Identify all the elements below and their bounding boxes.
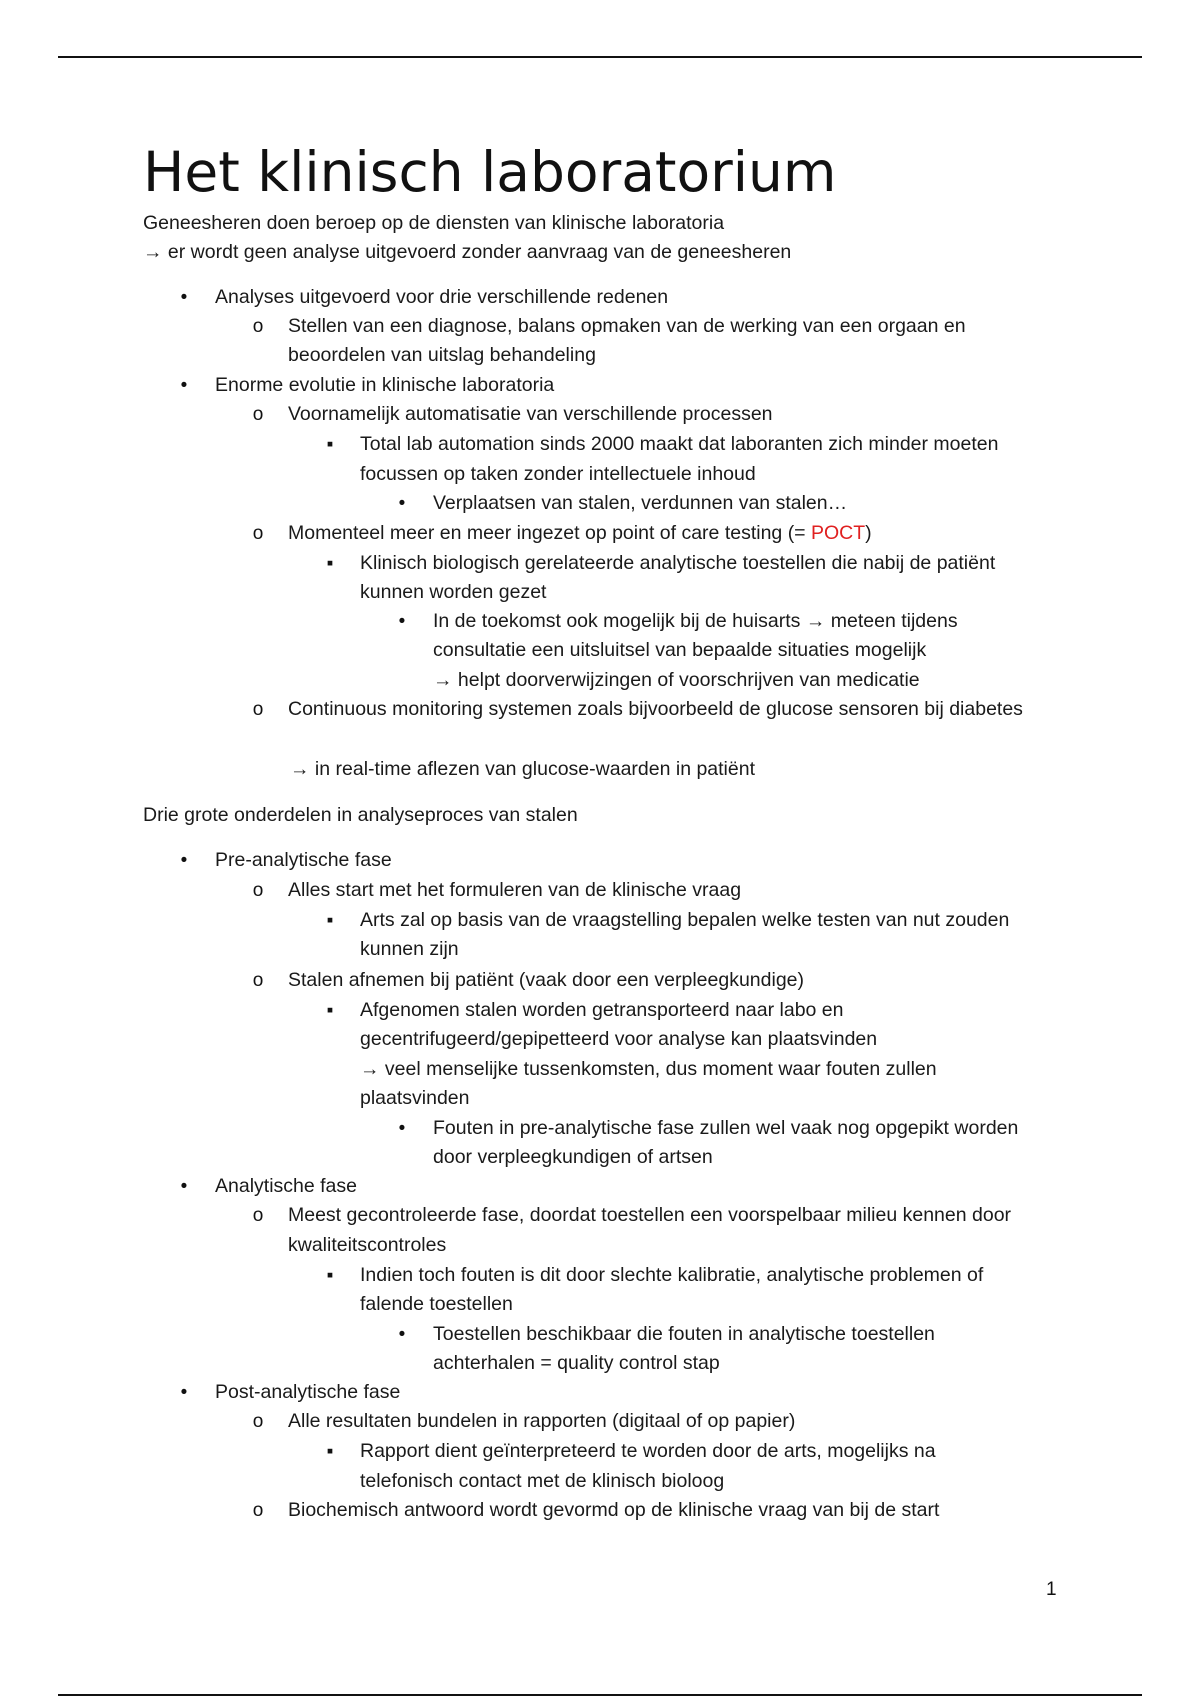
list-item: Arts zal op basis van de vraagstelling bepalen welke testen van nut zouden — [360, 909, 1010, 931]
list-item: Stellen van een diagnose, balans opmaken van de werking van een orgaan en — [288, 315, 966, 337]
list-item: Indien toch fouten is dit door slechte kalibratie, analytische problemen of — [360, 1264, 984, 1286]
list-item: Analyses uitgevoerd voor drie verschillende redenen — [215, 286, 669, 308]
list-item: Pre-analytische fase — [215, 849, 392, 871]
list-item: Post-analytische fase — [215, 1381, 401, 1403]
list-item: Alles start met het formuleren van de klinische vraag — [288, 879, 742, 901]
list-item-continued: → in real-time aflezen van glucose-waarden in patiënt — [290, 758, 756, 780]
sub-bullet-marker: o — [252, 523, 264, 544]
header-rule — [58, 56, 1142, 58]
list-item: Enorme evolutie in klinische laboratoria — [215, 374, 555, 396]
section-heading: Drie grote onderdelen in analyseproces van stalen — [143, 804, 578, 826]
sub-bullet-marker: o — [252, 880, 264, 901]
sub-bullet-marker: o — [252, 1411, 264, 1432]
list-item-continued: telefonisch contact met de klinisch bioloog — [360, 1470, 725, 1492]
sub-bullet-marker: o — [252, 1500, 264, 1521]
intro-line: → er wordt geen analyse uitgevoerd zonder aanvraag van de geneesheren — [143, 241, 792, 263]
bullet-marker: • — [398, 1324, 406, 1345]
list-item-continued: kunnen zijn — [360, 938, 459, 960]
page-title: Het klinisch laboratorium — [143, 140, 837, 204]
list-item: Meest gecontroleerde fase, doordat toestellen een voorspelbaar milieu kennen door — [288, 1204, 1012, 1226]
intro-line: Geneesheren doen beroep op de diensten van klinische laboratoria — [143, 212, 725, 234]
poct-abbreviation: POCT — [811, 522, 866, 544]
sub-bullet-marker: o — [252, 970, 264, 991]
list-item: Rapport dient geïnterpreteerd te worden door de arts, mogelijks na — [360, 1440, 936, 1462]
bullet-marker: • — [398, 493, 406, 514]
list-item: Analytische fase — [215, 1175, 357, 1197]
list-item-continued: falende toestellen — [360, 1293, 513, 1315]
list-item: Alle resultaten bundelen in rapporten (digitaal of op papier) — [288, 1410, 796, 1432]
list-item: Continuous monitoring systemen zoals bijvoorbeeld de glucose sensoren bij diabetes — [288, 698, 1023, 720]
bullet-marker: • — [398, 611, 406, 632]
list-item-continued: focussen op taken zonder intellectuele inhoud — [360, 463, 756, 485]
list-item: Afgenomen stalen worden getransporteerd naar labo en — [360, 999, 844, 1021]
poct-suffix: ) — [865, 522, 872, 544]
list-item-continued: plaatsvinden — [360, 1087, 470, 1109]
sub-bullet-marker: o — [252, 1205, 264, 1226]
sub-bullet-marker: o — [252, 404, 264, 425]
bullet-marker: • — [180, 1176, 188, 1197]
list-item-continued: consultatie een uitsluitsel van bepaalde situaties mogelijk — [433, 639, 927, 661]
square-bullet-marker: ▪ — [326, 553, 334, 574]
footer-rule — [58, 1694, 1142, 1696]
list-item: Fouten in pre-analytische fase zullen wel vaak nog opgepikt worden — [433, 1117, 1019, 1139]
list-item-continued: kunnen worden gezet — [360, 581, 547, 603]
square-bullet-marker: ▪ — [326, 1265, 334, 1286]
square-bullet-marker: ▪ — [326, 1441, 334, 1462]
list-item-continued: door verpleegkundigen of artsen — [433, 1146, 713, 1168]
list-item: Klinisch biologisch gerelateerde analytische toestellen die nabij de patiënt — [360, 552, 996, 574]
sub-bullet-marker: o — [252, 316, 264, 337]
list-item: Biochemisch antwoord wordt gevormd op de klinische vraag van bij de start — [288, 1499, 940, 1521]
bullet-marker: • — [180, 287, 188, 308]
sub-bullet-marker: o — [252, 699, 264, 720]
list-item-continued: kwaliteitscontroles — [288, 1234, 447, 1256]
list-item-continued: beoordelen van uitslag behandeling — [288, 344, 596, 366]
list-item: Total lab automation sinds 2000 maakt dat laboranten zich minder moeten — [360, 433, 999, 455]
page-number: 1 — [1046, 1579, 1057, 1600]
list-item — [288, 519, 872, 548]
list-item: Toestellen beschikbaar die fouten in analytische toestellen — [433, 1323, 935, 1345]
list-item-continued: gecentrifugeerd/gepipetteerd voor analyse kan plaatsvinden — [360, 1028, 878, 1050]
square-bullet-marker: ▪ — [326, 910, 334, 931]
list-item: Verplaatsen van stalen, verdunnen van stalen… — [433, 492, 848, 514]
poct-prefix: Momenteel meer en meer ingezet op point of care testing (= — [288, 522, 811, 544]
list-item: Stalen afnemen bij patiënt (vaak door een verpleegkundige) — [288, 969, 805, 991]
bullet-marker: • — [180, 850, 188, 871]
bullet-marker: • — [180, 375, 188, 396]
square-bullet-marker: ▪ — [326, 1000, 334, 1021]
list-item-continued: achterhalen = quality control stap — [433, 1352, 720, 1374]
list-item: Voornamelijk automatisatie van verschillende processen — [288, 403, 773, 425]
list-item-continued: → veel menselijke tussenkomsten, dus moment waar fouten zullen — [360, 1058, 937, 1080]
list-item-continued: → helpt doorverwijzingen of voorschrijven van medicatie — [433, 669, 920, 691]
bullet-marker: • — [398, 1118, 406, 1139]
list-item: In de toekomst ook mogelijk bij de huisarts → meteen tijdens — [433, 610, 958, 632]
bullet-marker: • — [180, 1382, 188, 1403]
square-bullet-marker: ▪ — [326, 434, 334, 455]
